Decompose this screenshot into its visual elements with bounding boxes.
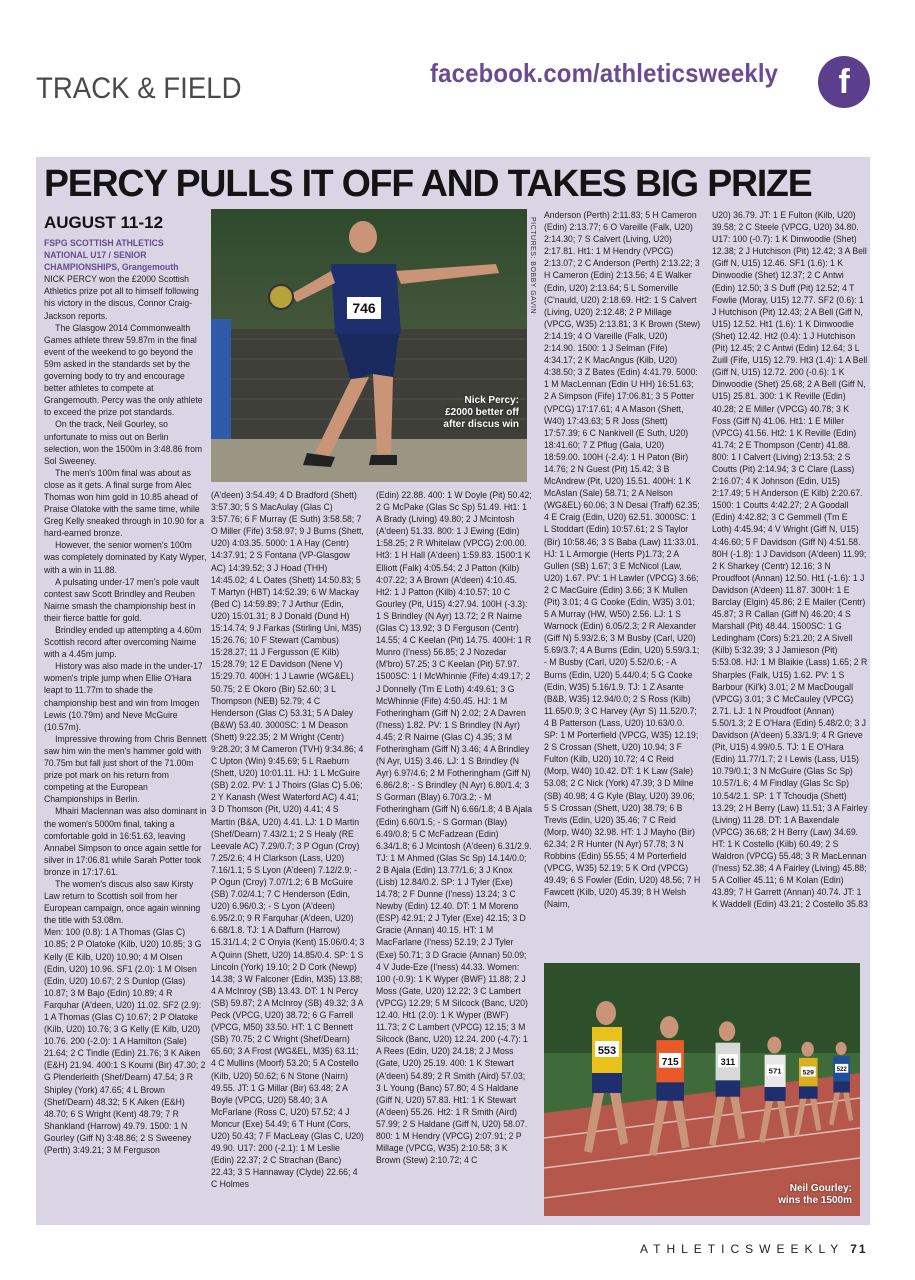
paragraph: Impressive throwing from Chris Bennett saw him win the men's hammer gold with 70.75m but fall just short of the 71.00m prize pot mark on his return from competing at the European Championships in Berlin. [44, 733, 207, 805]
1500m-race-photo [544, 963, 860, 1216]
paragraph: On the track, Neil Gourley, so unfortunate to miss out on Berlin selection, won the 1500m in 3:48.86 from Sol Sweeney. [44, 419, 203, 466]
bib-number: 715 [661, 1056, 679, 1068]
bib-number: 571 [768, 1066, 782, 1076]
paragraph: A pulsating under-17 men's pole vault contest saw Scott Brindley and Reuben Nairne smash the championship best in their fierce battle for gold. [44, 576, 200, 623]
bib-number: 746 [352, 300, 376, 316]
article-panel [36, 157, 870, 1225]
paragraph: History was also made in the under-17 women's triple jump when Ellie O'Hara leapt to 11.77m to shade the championship best and win from Imogen Lewis (10.79m) and Neve McGuire (10.57m). [44, 661, 203, 732]
magazine-name: ATHLETICSWEEKLY [640, 1242, 845, 1256]
paragraph: The women's discus also saw Kirsty Law return to Scottish soil from her European campaign, once again winning the title with 53.08m. [44, 878, 201, 926]
facebook-link[interactable]: facebook.com/athleticsweekly [430, 58, 779, 88]
bib-number: 522 [836, 1067, 847, 1074]
results-text: U20) 36.79. JT: 1 E Fulton (Kilb, U20) 39.58; 2 C Steele (VPCG, U20) 34.80. U17: 100 (-0.7): 1 K Dinwoodie (Shet) 12.38; 2 J Hutchison (Pit) 12.42; 3 A Bell (Giff N, U15) 12.46. SF1 (1.6): 1 K Dinwoodie (Shet) 12.37; 2 C Antwi (Edin) 12.50; 3 S Duff (Pit) 12.52; 4 T Fowlie (Moray, U15) 12.77. SF2 (0.6): 1 J Hutchison (Pit) 12.43; 2 A Bell (Giff N, U15) 12.52. Ht1 (1.6): 1 K Dinwoodie (Shet) 12.42. Ht2 (0.4): 1 J Hutchison (Pit) 12.45; 2 C Antwi (Edin) 12.64; 3 L Zuill (Fife, U15) 12.79. Ht3 (1.4): 1 A Bell (Giff N, U15) 12.72. 200 (-0.6): 1 K Dinwoodie (Shet) 25.68; 2 A Bell (Giff N, U15) 25.81. 300: 1 K Reville (Edin) 40.28; 2 E Miller (VPCG) 40.78; 3 K Foss (Giff N) 41.06. Ht1: 1 E Miller (VPCG) 41.56. Ht2: 1 K Reville (Edin) 41.74; 2 E Thompson (Centr) 41.88. 800: 1 I Calvert (Living) 2:13.53; 2 S Coutts (Pit) 2:14.94; 3 C Clare (Lass) 2:16.07; 4 K Johnson (Edin, U15) 2:17.49; 5 H Anderson (E Kilb) 2:20.67. 1500: 1 Coutts 4:42.27; 2 A Goodall (Edin) 4:42.82; 3 C Gemmell (Tm E Loth) 4:45.94; 4 V Wright (Giff N, U15) 4:46.60; 5 F Davidson (Giff N) 4:51.58. 80H (-1.8): 1 J Davidson (A'deen) 11.99; 2 K Sharkey (Centr) 12.16; 3 N Proudfoot (Annan) 12.50. Ht1 (-1.6): 1 J Davidson (A'deen) 11.87. 300H: 1 E Barclay (Elgin) 45.86; 2 E Mailer (Centr) 45.87; 3 R Callan (Giff N) 46.20; 4 S Marshall (Pit) 48.44. 1500SC: 1 G Ledingham (Cors) 5:21.20; 2 A Sivell (Kilb) 5:32.39; 3 J Jamieson (Pit) 5:53.08. HJ: 1 M Blaikie (Lass) 1.65; 2 R Sharples (Falk, U15) 1.62. PV: 1 S Barbour (Kil'k) 3.01; 2 M MacDougall (VPCG) 3.01; 3 C McCauley (VPCG) 2.71. LJ: 1 N Proudfoot (Annan) 5.50/1.3; 2 E O'Hara (Edin) 5.48/2.0; 3 J Davidson (A'deen) 5.33/1.9; 4 R Grieve (Pit, U15) 4.99/0.5. TJ: 1 E O'Hara (Edin) 11.77/1.7; 2 I Lewis (Lass, U15) 10.79/0.1; 3 N McGuire (Glas Sc Sp) 10.57/1.6; 4 M Findlay (Glas Sc Sp) 10.54/2.1. SP: 1 T Tchoudja (Shett) 13.29; 2 H Berry (Law) 11.51; 3 A Fairley (Living) 11.28. DT: 1 A Baxendale (VPCG) 36.68; 2 H Berry (Law) 34.69. HT: 1 K Costello (Kilb) 60.49; 2 S Waldron (VPCG) 55.48; 3 R MacLennan (I'ness) 52.38; 4 A Fairley (Living) 45.88; 5 A Collier 45.11; 6 M Kolan (Edin) 43.89; 7 H Garrett (Annan) 40.74. JT: 1 K Waddell (Edin) 43.21; 2 Costello 35.83 [712, 210, 868, 910]
paragraph: The men's 100m final was about as close as it gets. A final surge from Alec Thomas won him gold in 10.85 ahead of Praise Olatoke with the same time, while Greg Kelly sneaked through in 10.90 for a hard-earned bronze. [44, 467, 205, 539]
bib-number: 529 [802, 1069, 814, 1077]
paragraph: Brindley ended up attempting a 4.60m Scottish record after overcoming Nairne with a 4.45m jump. [44, 625, 202, 660]
bib-number: 311 [720, 1056, 736, 1067]
article-column-2 [211, 489, 364, 1224]
article-column-3 [376, 489, 532, 1224]
section-label: TRACK & FIELD [36, 72, 242, 105]
bib-number: 553 [597, 1045, 617, 1057]
article-column-5 [712, 209, 868, 957]
article-headline: PERCY PULLS IT OFF AND TAKES BIG PRIZE [44, 163, 812, 205]
page-number: 71 [850, 1242, 868, 1256]
article-column-4 [544, 209, 700, 957]
paragraph: However, the senior women's 100m was completely dominated by Katy Wyper, with a win in 11.88. [44, 540, 207, 575]
event-date: AUGUST 11-12 [44, 213, 164, 232]
results-text: (A'deen) 3:54.49; 4 D Bradford (Shett) 3:57.30; 5 S MacAulay (Glas C) 3:57.76; 6 F Murray (E Suth) 3:58.58; 7 O Miller (Fife) 3:58.97; 9 J Burns (Shett, U20) 4:03.35. 5000: 1 A Hay (Centr) 14:37.91; 2 S Fontana (VP-Glasgow AC) 14:39.52; 3 J Hoad (THH) 14:45.02; 4 L Oates (Shett) 14:50.83; 5 T Martyn (HBT) 14:52.39; 6 W Mackay (Bed C) 14:59.89; 7 J Arthur (Edin, U20) 15:01.31; 8 J Donald (Dund H) 15:14.74; 9 J Farkas (Stirling Uni, M35) 15:26.76; 10 F Stewart (Cambus) 15:28.27; 11 J Fergusson (E Kilb) 15:28.79; 12 E Davidson (Nene V) 15:29.70. 400H: 1 J Lawrie (WG&EL) 50.75; 2 E Okoro (Bir) 52.60; 3 L Thompson (NEB) 52.79; 4 C Henderson (Glas C) 53.31; 5 A Daley (B&W) 53.40. 3000SC: 1 M Deason (Shett) 9:22.35; 2 M Wright (Centr) 9:28.20; 3 M Cameron (TVH) 9:34.86; 4 C Upton (Win) 9:45.69; 5 L Raeburn (Shett, U20) 10:01.11. HJ: 1 L McGuire (SB) 2.02. PV: 1 J Thoirs (Glas C) 5.06; 2 Y Kanash (West Waterford AC) 4.41; 3 D Thomson (Pit, U20) 4.41; 4 S Martin (B&A, U20) 4.41. LJ: 1 D Martin (Shef/Dearn) 7.43/2.1; 2 S Healy (RE Leevale AC) 7.29/0.7; 3 P Ogun (Croy) 7.25/2.6; 4 H Clarkson (Lass, U20) 7.16/1.1; 5 S Lyon (A'deen) 7.12/2.9; - P Ogun (Croy) 7.07/1.2; 6 B McGuire (SB) 7.02/4.1; 7 C Henderson (Edin, U20) 6.96/0.3; - S Lyon (A'deen) 6.95/2.0; 9 R Farquhar (A'deen, U20) 6.68/1.8. TJ: 1 A Daffurn (Harrow) 15.31/1.4; 2 C Onyia (Kent) 15.06/0.4; 3 A Quinn (Shett, U20) 14.85/0.4. SP: 1 S Lincoln (York) 19.10; 2 D Cork (Newp) 14.38; 3 W Falconer (Edin, M35) 13.88; 4 A McInroy (SB) 13.43. DT: 1 N Percy (SB) 59.87; 2 A McInroy (SB) 49.32; 3 A Peck (VPCG, U20) 38.72; 6 G Farrell (VPCG, M50) 33.50. HT: 1 C Bennett (SB) 70.75; 2 C Wright (Shef/Dearn) 65.60; 3 A Frost (WG&EL, M35) 63.11; 4 C Mullins (Moorf) 53.20; 5 A Costello (Kilb, U20) 50.62; 6 N Stone (Nairn) 49.55. JT: 1 G Millar (Bir) 63.48; 2 A Boyle (VPCG, U20) 58.40; 3 A McFarlane (Ross C, U20) 57.52; 4 J Moncur (Exe) 54.49; 6 T Hunt (Cors, U20) 50.43; 7 F MacLeay (Glas C, U20) 49.90. U17: 200 (-2.1): 1 M Leslie (Edin) 22.37; 2 C Strachan (Banc) 22.43; 3 S Hannaway (Clyde) 22.66; 4 C Holmes [211, 490, 365, 1190]
discus-photo [211, 209, 527, 482]
event-heading: FSPG SCOTTISH ATHLETICS NATIONAL U17 / SENIOR CHAMPIONSHIPS, Grangemouth [44, 238, 179, 273]
runners-image [544, 963, 860, 1216]
facebook-icon[interactable]: f [818, 56, 870, 108]
page-footer [640, 1242, 868, 1256]
paragraph: The Glasgow 2014 Commonwealth Games athlete threw 59.87m in the final event of the weekend to go beyond the 59m asked in the standards set by the governing body to try and encourage better athletes to compete at Grangemouth. Percy was the only athlete to exceed the prize pot standards. [44, 322, 203, 418]
discus-photo-caption: Nick Percy: £2000 better off after discus win [443, 395, 519, 430]
paragraph: Mhairi Maclennan was also dominant in the women's 5000m final, taking a comfortable gold in 16:51.63, leaving Annabel Simpson to once again settle for silver in 17:06.81 while Sarah Potter took bronze in 17:17.61. [44, 806, 207, 877]
results-text: Anderson (Perth) 2:11.83; 5 H Cameron (Edin) 2:13.77; 6 O Vareille (Falk, U20) 2:14.30; 7 S Calvert (Living, U20) 2:17.81. Ht1: 1 M Hendry (VPCG) 2:13.07; 2 C Anderson (Perth) 2:13.22; 3 H Cameron (Edin) 2:13.56; 4 E Walker (Edin, U20) 2:13.64; 5 L Somerville (C'nauld, U20) 2:18.69. Ht2: 1 S Calvert (Living, U20) 2:12.48; 2 P Millage (VPCG, W35) 2:13.81; 3 K Brown (Stew) 2:14.19; 4 O Vareille (Falk, U20) 2:14.90. 1500: 1 J Selman (Fife) 4:34.17; 2 K MacAngus (Kilb, U20) 4:38.50; 3 Z Bates (Edin) 4:41.79. 5000: 1 M MacLennan (Edin U HH) 16:51.63; 2 A Simpson (Fife) 17:06.81; 3 S Potter (VPCG) 17:17.61; 4 A Mason (Shett, W40) 17:43.63; 5 R Joss (Shett) 17:57.39; 6 C Nankivell (E Suth, U20) 18:41.60; 7 Z Pflug (Gala, U20) 18:59.00. 100H (-2.4): 1 H Paton (Bir) 14.76; 2 N Guest (Pit) 15.42; 3 B McAndrew (Pit, U20) 15.51. 400H: 1 K McAslan (Sale) 58.71; 2 A Nelson (WG&EL) 60.06; 3 N Desai (Traff) 62.35; 4 E Craig (Edin, U20) 62.51. 3000SC: 1 L Stoddart (Edin) 10:57.61; 2 S Taylor (Bir) 10:58.46; 3 S Baba (Law) 11:33.01. HJ: 1 L Armorgie (Herts P)1.73; 2 A Gullen (SB) 1.67; 3 E McNicol (Law, U20) 1.67. PV: 1 H Lawler (VPCG) 3.66; 2 C MacGuire (Edin) 3.66; 3 K Mullen (Pit) 3.01; 4 G Cooke (Edin, W35) 3.01; 5 A Murray (HW, W50) 2.56. LJ: 1 S Warnock (Edin) 6.05/2.3; 2 R Alexander (Giff N) 5.93/2.6; 3 M Busby (Carl, U20) 5.69/3.7; 4 A Burns (Edin, U20) 5.59/3.1; - M Busby (Carl, U20) 5.52/0.6; - A Burns (Edin, U20) 5.44/0.4; 5 G Cooke (Edin, W35) 5.16/1.9. TJ: 1 Z Asante (B&B, W35) 12.94/0.0; 2 S Ross (Kilb) 11.65/0.9; 3 C Harvey (Ayr S) 11.52/0.7; 4 B Patterson (Lass, U20) 10.63/0.0. SP: 1 M Porterfield (VPCG, W35) 12.19; 2 S Crossan (Shett, U20) 10.94; 3 F Fulton (Kilb, U20) 10.72; 4 C Reid (Morp, W40) 10.42. DT: 1 K Law (Sale) 53.08; 2 C Nick (York) 47.39; 3 D Milne (SB) 40.98; 4 G Kyle (Blay, U20) 39.06; 5 S Crossan (Shett, U20) 38.79; 6 B Trevis (Edin, U20) 35.46; 7 C Reid (Morp, W40) 32.98. HT: 1 J Mayho (Bir) 62.34; 2 R Hunter (N Ayr) 57.78; 3 N Robbins (Edin) 55.55; 4 M Porterfield (VPCG, W35) 52.19; 5 K Ord (VPCG) 49.49; 6 S Fowler (Edin, U20) 48.56; 7 H Fawcett (Kilb, U20) 45.39; 8 H Welsh (Nairn, [544, 210, 701, 910]
race-photo-caption: Neil Gourley: wins the 1500m [778, 1183, 852, 1206]
results-text: (Edin) 22.88. 400: 1 W Doyle (Pit) 50.42; 2 G McPake (Glas Sc Sp) 51.49. Ht1: 1 A Brady (Living) 49.80; 2 J Mcintosh (A'deen) 51.33. 800: 1 J Ewing (Edin) 1:58.25; 2 R Whitelaw (VPCG) 2:00.00. Ht3: 1 H Hall (A'deen) 1:59.83. 1500:1 K Elliott (Falk) 4:05.54; 2 J Patton (Kilb) 4:07.22; 3 A Brown (A'deen) 4:10.45. Ht2: 1 J Patton (Kilb) 4:10.57; 10 C Gourley (Pit, U15) 4:27.94. 100H (-3.3): 1 S Brindley (N Ayr) 13.72; 2 R Nairne (Glas C) 13.92; 3 D Ferguson (Centr) 14.55; 4 C Keelan (Pit) 14.75. 400H: 1 R Munro (I'ness) 56.85; 2 J Nozedar (M'bro) 57.25; 3 C Keelan (Pit) 57.97. 1500SC: 1 I McWhinnie (Fife) 4:49.17; 2 J Donnelly (Tm E Loth) 4:49.61; 3 G McWhinnie (Fife) 4:50.45. HJ: 1 M Fotheringham (Giff N) 2.02; 2 A Davren (I'ness) 1.82. PV: 1 S Brindley (N Ayr) 4.45; 2 R Nairne (Glas C) 4.35; 3 M Fotheringham (Giff N) 3.46; 4 A Brindley (N Ayr, U15) 3.46. LJ: 1 S Brindley (N Ayr) 6.97/4.6; 2 M Fotheringham (Giff N) 6.86/2.8; - S Brindley (N Ayr) 6.80/1.4; 3 S Gorman (Blay) 6.70/3.2; - M Fotheringham (Giff N) 6.66/1.8; 4 B Ajala (Edin) 6.60/1.5; - S Gorman (Blay) 6.49/0.8; 5 C McFadzean (Edin) 6.34/1.8; 6 J Mcintosh (A'deen) 6.31/2.9. TJ: 1 M Ahmed (Glas Sc Sp) 14.14/0.0; 2 B Ajala (Edin) 13.77/1.6; 3 J Knox (Lisb) 12.84/0.2. SP: 1 J Tyler (Exe) 14.78; 2 F Dunne (I'ness) 13.24; 3 C Newby (Edin) 12.40. DT: 1 M Moreno (ESP) 42.91; 2 J Tyler (Exe) 42.15; 3 D Gracie (Annan) 40.15. HT: 1 M MacFarlane (I'ness) 52.19; 2 J Tyler (Exe) 50.71; 3 D Gracie (Annan) 50.09; 4 V Jude-Eze (I'ness) 44.33. Women: 100 (-0.9): 1 K Wyper (BWF) 11.88; 2 J Moss (Gate, U20) 12.22; 3 C Lambert (VPCG) 12.29; 5 M Silcock (Banc, U20) 12.40. Ht1 (2.0): 1 K Wyper (BWF) 11.73; 2 C Lambert (VPCG) 12.15; 3 M Silcock (Banc, U20) 12.24. 200 (-4.7): 1 A Rees (Edin, U20) 24.18; 2 J Moss (Gate, U20) 25.19. 400: 1 K Stewart (A'deen) 54.89; 2 R Smith (Aird) 57.03; 3 L Young (Banc) 57.80; 4 S Haldane (Giff N, U20) 57.83. Ht1: 1 K Stewart (A'deen) 55.26. Ht2: 1 R Smith (Aird) 57.99; 2 S Haldane (Giff N, U20) 58.07. 800: 1 M Hendry (VPCG) 2:07.91; 2 P Millage (VPCG, W35) 2:10.58; 3 K Brown (Stew) 2:10.72; 4 C [376, 490, 533, 1166]
photo-credit: PICTURES: BOBBY GAVIN [529, 217, 536, 314]
discus-thrower-image [211, 209, 527, 482]
article-column-1 [44, 237, 207, 1227]
results-text: Men: 100 (0.8): 1 A Thomas (Glas C) 10.85; 2 P Olatoke (Kilb, U20) 10.85; 3 G Kelly (E Kilb, U20) 10.90; 4 M Olsen (Edin, U20) 10.96. SF1 (2.0): 1 M Olsen (Edin, U20) 10.67; 2 S Dunlop (Glas) 10.87; 3 M Bajo (Edin) 10.89; 4 R Farquhar (A'deen, U20) 11.02. SF2 (2.9): 1 A Thomas (Glas C) 10.67; 2 P Olatoke (Kilb, U20) 10.76; 3 G Kelly (E Kilb, U20) 10.76. 200 (-2.0): 1 A Hamilton (Sale) 21.64; 2 C Tindle (Edin) 21.76; 3 K Aiken (E&H) 21.94. 400:1 S Koumi (Bir) 47.30; 2 G Plenderleith (Shef/Dearn) 47.54; 3 R Shipley (York) 47.65; 4 L Brown (Shef/Dearn) 48.32; 5 K Aiken (E&H) 48.70; 6 S Wright (Kent) 48.79; 7 R Shankland (Harrow) 49.79. 1500: 1 N Gourley (Giff N) 3:48.86; 2 S Sweeney (Perth) 3:49.21; 3 M Ferguson [44, 927, 206, 1156]
paragraph: NICK PERCY won the £2000 Scottish Athletics prize pot all to himself following his victory in the discus, Connor Craig-Jackson reports. [44, 274, 199, 321]
